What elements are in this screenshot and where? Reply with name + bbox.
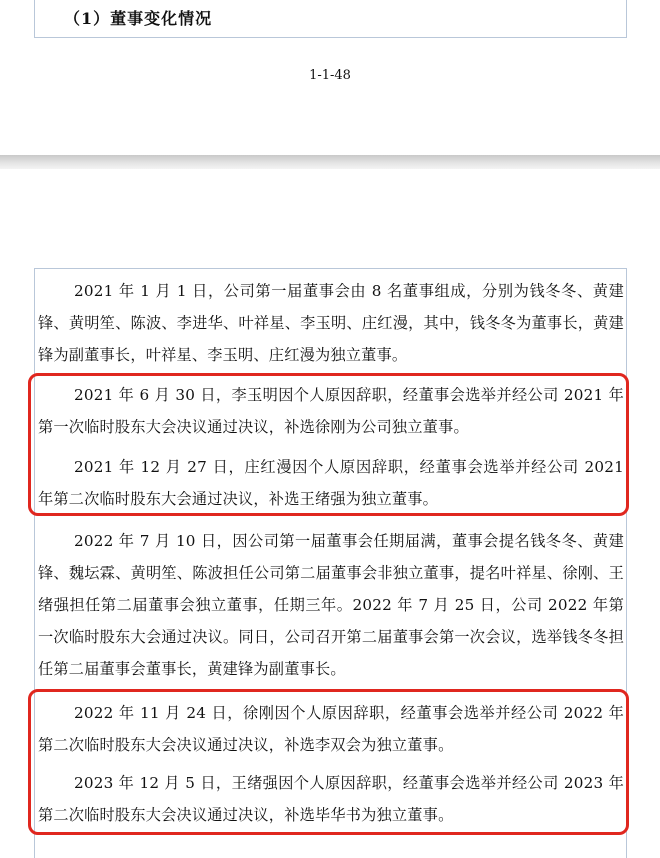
- section-title: （1）董事变化情况: [64, 9, 213, 28]
- page-separator: [0, 155, 660, 169]
- paragraph-2022-11: 2022 年 11 月 24 日，徐刚因个人原因辞职，经董事会选举并经公司 2022 年第二次临时股东大会决议通过决议，补选李双会为独立董事。: [38, 704, 624, 754]
- highlight-box-2022-2023: [28, 689, 629, 835]
- paragraph-2021-12: 2021 年 12 月 27 日，庄红漫因个人原因辞职，经董事会选举并经公司 2021 年第二次临时股东大会通过决议，补选王绪强为独立董事。: [38, 458, 624, 508]
- paragraph-2023-12: 2023 年 12 月 5 日，王绪强因个人原因辞职，经董事会选举并经公司 2023 年第二次临时股东大会决议通过决议，补选毕华书为独立董事。: [38, 774, 624, 824]
- paragraph-2021-01: 2021 年 1 月 1 日，公司第一届董事会由 8 名董事组成，分别为钱冬冬、黄建锋、黄明笙、陈波、李进华、叶祥星、李玉明、庄红漫，其中，钱冬冬为董事长，黄建锋为副董事长，叶祥星、李玉明、庄红漫为独立董事。: [38, 282, 624, 364]
- highlight-box-2021: [28, 373, 629, 516]
- paragraph-2021-06: 2021 年 6 月 30 日，李玉明因个人原因辞职，经董事会选举并经公司 2021 年第一次临时股东大会决议通过决议，补选徐刚为公司独立董事。: [38, 386, 624, 436]
- page-number: 1-1-48: [309, 68, 351, 83]
- previous-page: [0, 0, 660, 155]
- paragraph-2022-07: 2022 年 7 月 10 日，因公司第一届董事会任期届满，董事会提名钱冬冬、黄建锋、魏坛霖、黄明笙、陈波担任公司第二届董事会非独立董事，提名叶祥星、徐刚、王绪强担任第二届董事会独立董事，任期三年。2022 年 7 月 25 日，公司 2022 年第一次临时股东大会通过决议。同日，公司召开第二届董事会第一次会议，选举钱冬冬担任第二届董事会董事长，黄建锋为副董事长。: [38, 532, 624, 678]
